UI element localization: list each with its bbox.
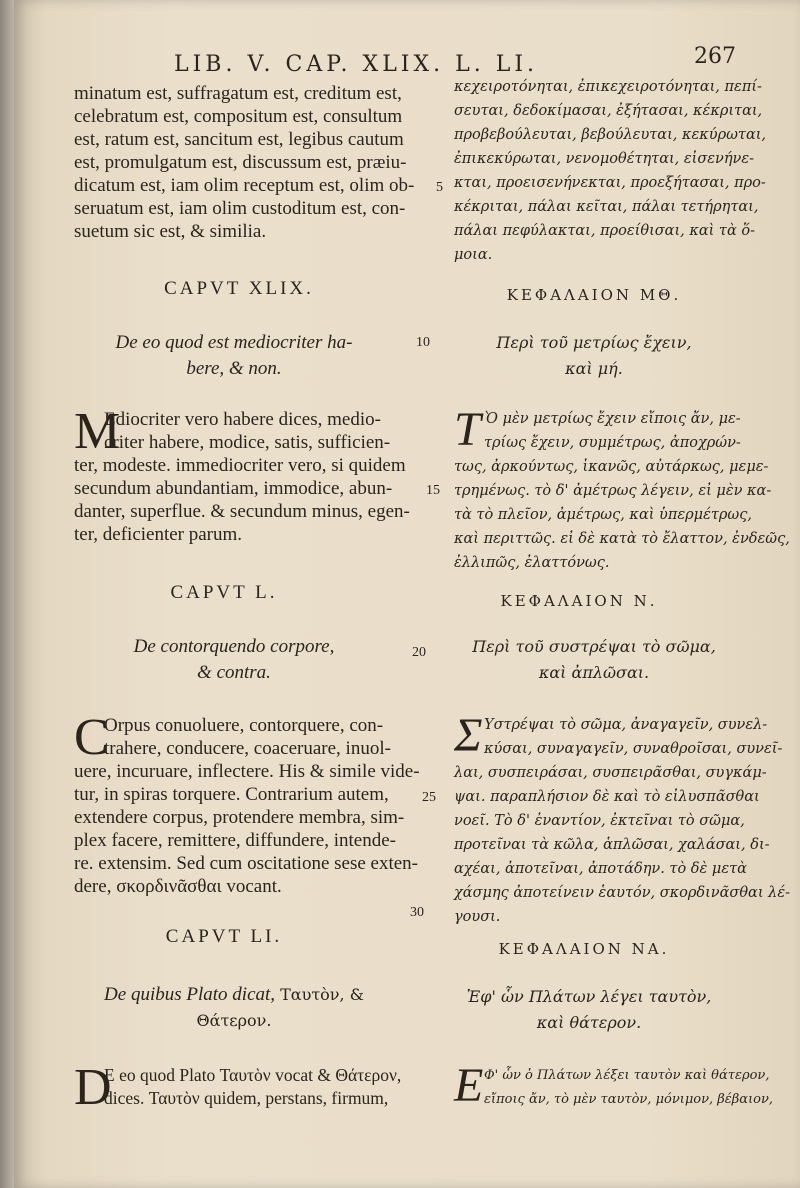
title-greek-part: Ταυτὸν, & — [275, 985, 364, 1004]
text-line: danter, superflue. & secundum minus, egen- — [74, 501, 410, 522]
title-line: καὶ θάτερον. — [536, 1013, 642, 1032]
text-line: τρίως ἔχειν, συμμέτρως, ἀποχρών- — [484, 435, 741, 451]
text-line: minatum est, suffragatum est, creditum est, — [74, 83, 402, 104]
chapter-heading-greek: ΚΕΦΑΛΑΙΟΝ ΜΘ. — [506, 286, 682, 304]
text-line: est, ratum est, sancitum est, legibus cautum — [74, 129, 404, 150]
chapter-title-latin — [69, 330, 399, 382]
text-line: πάλαι πεφύλακται, προείθισαι, καὶ τὰ ὅ- — [454, 223, 755, 239]
line-number: 30 — [410, 905, 424, 920]
text-line: χάσμης ἀποτείνειν ἑαυτόν, σκορδινᾶσθαι λέ- — [454, 885, 790, 901]
title-line: Περὶ τοῦ συστρέψαι τὸ σῶμα, — [472, 637, 716, 656]
chapter-title-greek — [444, 330, 744, 382]
text-line: προβεβούλευται, βεβούλευται, κεκύρωται, — [454, 127, 767, 143]
text-line: σευται, δεδοκίμασαι, ἐξήτασαι, κέκριται, — [454, 103, 763, 119]
text-line: uere, incuruare, inflectere. His & simile vide- — [74, 761, 420, 782]
book-spine-shadow — [0, 0, 14, 1188]
text-line: Orpus conuoluere, contorquere, con- — [104, 715, 384, 736]
text-line: Υστρέψαι τὸ σῶμα, ἀναγαγεῖν, συνελ- — [484, 717, 768, 733]
drop-cap-latin: M — [74, 403, 121, 460]
drop-cap-greek: Σ — [454, 709, 483, 762]
line-number: 20 — [412, 645, 426, 660]
text-line: celebratum est, compositum est, consultum — [74, 106, 403, 127]
line-number: 15 — [426, 483, 440, 498]
title-line: bere, & non. — [186, 358, 282, 379]
drop-cap-latin: D — [74, 1059, 112, 1116]
text-line: trahere, conducere, coaceruare, inuol- — [104, 738, 391, 759]
text-line: καὶ περιττῶς. εἰ δὲ κατὰ τὸ ἔλαττον, ἐνδεῶς, — [454, 531, 790, 547]
title-line: De eo quod est mediocriter ha- — [115, 332, 353, 353]
title-line: Περὶ τοῦ μετρίως ἔχειν, — [496, 333, 692, 352]
chapter-title-latin — [69, 982, 399, 1034]
title-line: Ἐφ' ὧν Πλάτων λέγει ταυτὸν, — [466, 987, 712, 1006]
chapter-title-greek — [439, 984, 739, 1036]
text-line: προτεῖναι τὰ κῶλα, ἁπλῶσαι, χαλάσαι, δι- — [454, 837, 770, 853]
text-line: τως, ἀρκούντως, ἱκανῶς, αὐτάρκως, μεμε- — [454, 459, 769, 475]
text-line: dices. Ταυτὸν quidem, perstans, firmum, — [104, 1088, 389, 1108]
text-line: dicatum est, iam olim receptum est, olim ob- — [74, 175, 415, 196]
title-line: καὶ ἀπλῶσαι. — [538, 663, 650, 682]
title-latin-part: De quibus Plato dicat, — [104, 984, 276, 1005]
text-line: suetum sic est, & similia. — [74, 221, 267, 242]
text-line: κύσαι, συναγαγεῖν, συναθροῖσαι, συνεῖ- — [484, 741, 783, 757]
chapter-heading-latin: CAPVT XLIX. — [164, 278, 314, 299]
text-line: dere, σκορδινᾶσθαι vocant. — [74, 876, 282, 897]
text-line: Φ' ὧν ὁ Πλάτων λέξει ταυτὸν καὶ θάτερον, — [484, 1068, 770, 1083]
book-page — [14, 0, 800, 1188]
title-line: & contra. — [197, 662, 271, 683]
title-line: καὶ μή. — [565, 359, 623, 378]
title-line: Θάτερον. — [196, 1011, 272, 1030]
text-line: τρημένως. τὸ δ' ἀμέτρως λέγειν, εἰ μὲν κα- — [454, 483, 772, 499]
text-line: γουσι. — [454, 909, 501, 925]
text-line: Ediocriter vero habere dices, medio- — [104, 409, 381, 430]
text-line: E eo quod Plato Ταυτὸν vocat & Θάτερον, — [104, 1065, 402, 1085]
chapter-title-latin — [69, 634, 399, 686]
page-number: 267 — [694, 44, 736, 69]
text-line: est, promulgatum est, discussum est, præiu- — [74, 152, 407, 173]
title-line — [69, 982, 399, 1008]
chapter-heading-greek: ΚΕΦΑΛΑΙΟΝ ΝΑ. — [498, 940, 670, 958]
chapter-heading-latin: CAPVT LI. — [165, 926, 283, 947]
drop-cap-greek: Ε — [454, 1059, 484, 1112]
text-line: αχέαι, ἀποτεῖναι, ἀποτάδην. τὸ δὲ μετὰ — [454, 861, 747, 877]
text-line: ἐπικεκύρωται, νενομοθέτηται, εἰσενήνε- — [454, 151, 755, 167]
text-line: tur, in spiras torquere. Contrarium autem, — [74, 784, 389, 805]
text-line: κέκριται, πάλαι κεῖται, πάλαι τετήρηται, — [454, 199, 759, 215]
text-line: re. extensim. Sed cum oscitatione sese exten- — [74, 853, 419, 874]
title-line: De contorquendo corpore, — [133, 636, 335, 657]
drop-cap-latin: C — [74, 709, 109, 766]
chapter-heading-latin: CAPVT L. — [170, 582, 278, 603]
text-line: κεχειροτόνηται, ἐπικεχειροτόνηται, πεπί- — [454, 79, 762, 95]
text-line: plex facere, remittere, diffundere, intende- — [74, 830, 396, 851]
chapter-heading-greek: ΚΕΦΑΛΑΙΟΝ Ν. — [500, 592, 658, 610]
text-line: criter habere, modice, satis, sufficien- — [104, 432, 391, 453]
text-line: νοεῖ. Τὸ δ' ἐναντίον, ἐκτεῖναι τὸ σῶμα, — [454, 813, 745, 829]
text-line: τὰ τὸ πλεῖον, ἀμέτρως, καὶ ὑπερμέτρως, — [454, 507, 752, 523]
text-line: ψαι. παραπλήσιον δὲ καὶ τὸ εἰλυσπᾶσθαι — [454, 789, 760, 805]
text-line: ἐλλιπῶς, ἐλαττόνως. — [454, 555, 610, 571]
text-line: seruatum est, iam olim custoditum est, con- — [74, 198, 406, 219]
text-line: secundum abundantiam, immodice, abun- — [74, 478, 393, 499]
text-line: ter, modeste. immediocriter vero, si quidem — [74, 455, 406, 476]
text-line: ter, deficienter parum. — [74, 524, 243, 545]
text-line: κται, προεισενήνεκται, προεξήτασαι, προ- — [454, 175, 766, 191]
text-line: λαι, συσπειράσαι, συσπειρᾶσθαι, συγκάμ- — [454, 765, 767, 781]
line-number: 25 — [422, 790, 436, 805]
text-line: εἴποις ἄν, τὸ μὲν ταυτὸν, μόνιμον, βέβαιον, — [484, 1092, 774, 1107]
running-head: LIB. V. CAP. XLIX. L. LI. — [174, 52, 539, 77]
drop-cap-greek: T — [454, 403, 481, 456]
text-line: extendere corpus, protendere membra, sim- — [74, 807, 405, 828]
line-number: 5 — [436, 180, 443, 195]
line-number: 10 — [416, 335, 430, 350]
text-line: μοια. — [454, 247, 493, 263]
text-line: Ὸ μὲν μετρίως ἔχειν εἴποις ἄν, με- — [484, 411, 741, 427]
chapter-title-greek — [444, 634, 744, 686]
